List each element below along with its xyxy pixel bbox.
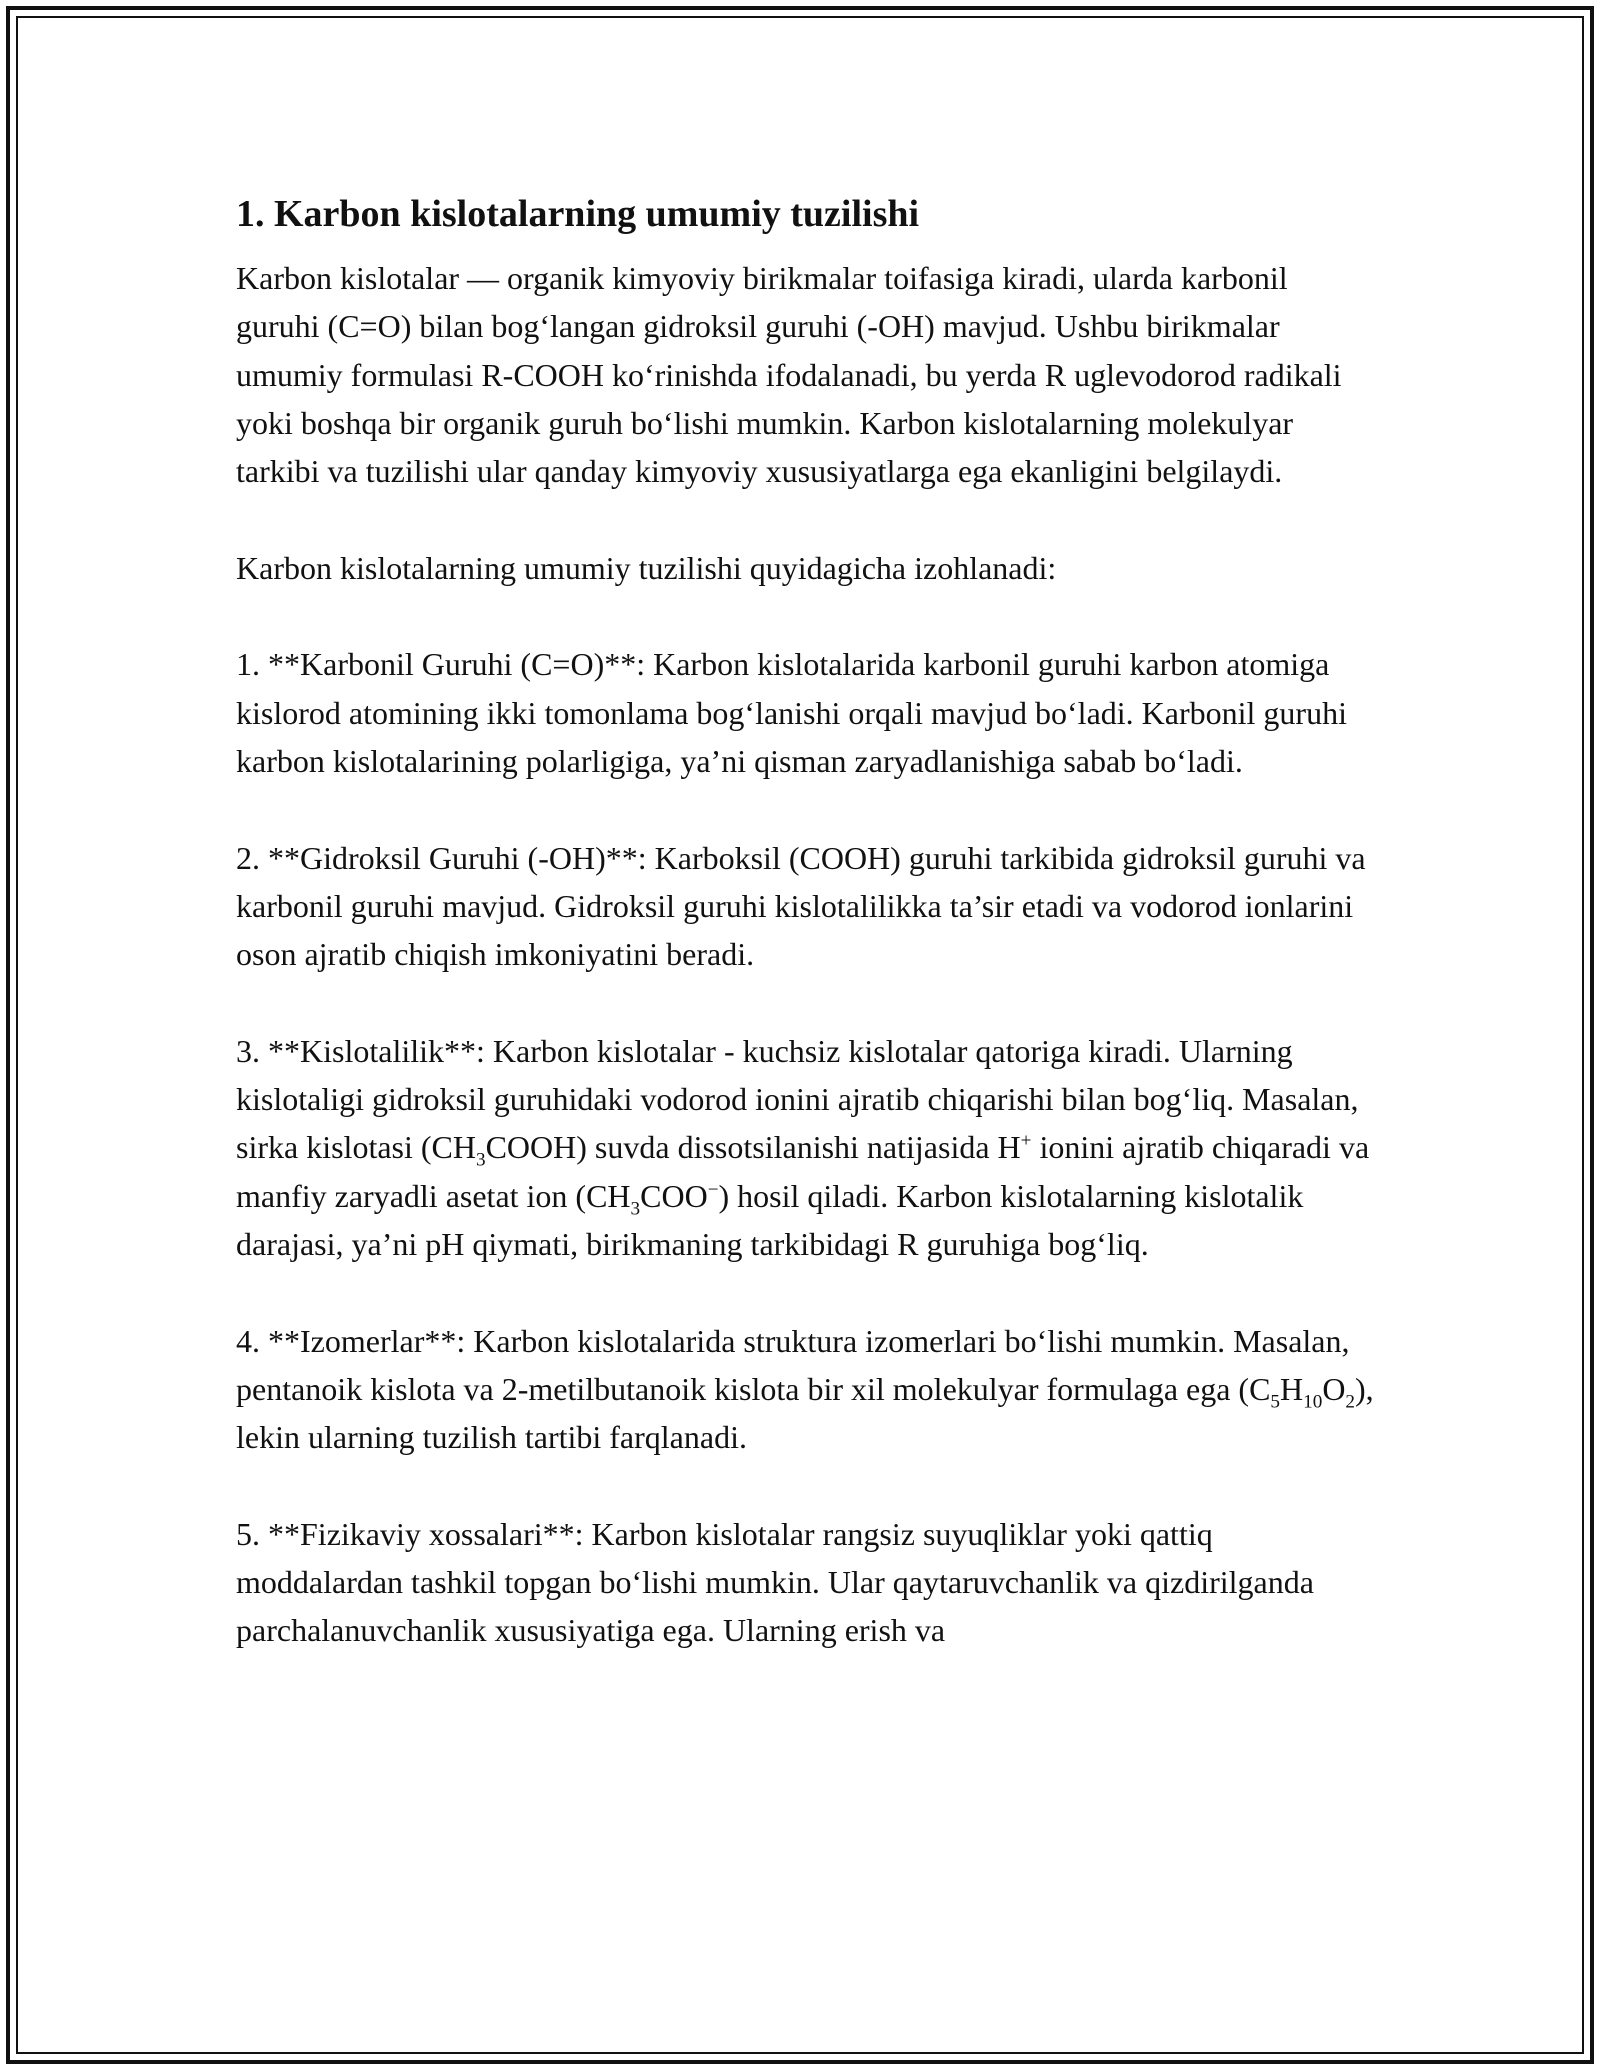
text-run: ), lekin ularning tuzilish tartibi farqlanadi. [236, 1370, 1374, 1456]
section-heading: 1. Karbon kislotalarning umumiy tuzilishi [236, 193, 920, 235]
text-run: 3. **Kislotalilik**: Karbon kislotalar - kuchsiz kislotalar qatoriga kiradi. Ularning kislotaligi gidroksil guruhidaki vodorod ionini ajratib chiqarishi bilan bog‘liq. Masalan, sirka kislotasi (CH [236, 1032, 1359, 1166]
list-item-carbonyl: 1. **Karbonil Guruhi (C=O)**: Karbon kislotalarida karbonil guruhi karbon atomiga kislorod atomining ikki tomonlama bog‘lanishi orqali mavjud bo‘ladi. Karbonil guruhi karbon kislotalarining polarligiga, ya’ni qisman zaryadlanishiga sabab bo‘ladi. [236, 646, 1347, 779]
text-run: COOH) suvda dissotsilanishi natijasida H [485, 1129, 1021, 1166]
text-run: ionini ajratib chiqaradi va manfiy zaryadli asetat ion (CH [236, 1129, 1370, 1214]
list-item-acidity [236, 1027, 1376, 1268]
text-run: COO [640, 1177, 708, 1214]
subscript: 10 [1303, 1391, 1323, 1413]
list-item-hydroxyl: 2. **Gidroksil Guruhi (-OH)**: Karboksil (COOH) guruhi tarkibida gidroksil guruhi va karbonil guruhi mavjud. Gidroksil guruhi kislotalilikka ta’sir etadi va vodorod ionlarini oson ajratib chiqish imkoniyatini beradi. [236, 839, 1366, 973]
subscript: 2 [1345, 1391, 1356, 1413]
list-item-physical-properties: 5. **Fizikaviy xossalari**: Karbon kislotalar rangsiz suyuqliklar yoki qattiq moddalardan tashkil topgan bo‘lishi mumkin. Ular qaytaruvchanlik va qizdirilganda parchalanuvchanlik xususiyatiga ega. Ularning erish va [236, 1515, 1314, 1649]
text-run: ) hosil qiladi. Karbon kislotalarning kislotalik darajasi, ya’ni pH qiymati, birikmaning tarkibidagi R guruhiga bog‘liq. [236, 1177, 1304, 1262]
subscript: 5 [1270, 1391, 1281, 1413]
text-run: 4. **Izomerlar**: Karbon kislotalarida struktura izomerlari bo‘lishi mumkin. Masalan, pentanoik kislota va 2-metilbutanoik kislota bir xil molekulyar formulaga ega (C [236, 1322, 1350, 1407]
intro-paragraph: Karbon kislotalar — organik kimyoviy birikmalar toifasiga kiradi, ularda karbonil guruhi (C=O) bilan bog‘langan gidroksil guruhi (-OH) mavjud. Ushbu birikmalar umumiy formulasi R-COOH ko‘rinishda ifodalanadi, bu yerda R uglevodorod radikali yoki boshqa bir organik guruh bo‘lishi mumkin. Karbon kislotalarning molekulyar tarkibi va tuzilishi ular qanday kimyoviy xususiyatlarga ega ekanligini belgilaydi. [236, 260, 1342, 490]
lead-paragraph: Karbon kislotalarning umumiy tuzilishi quyidagicha izohlanadi: [236, 549, 1057, 586]
list-item-isomers [236, 1317, 1376, 1462]
superscript: − [707, 1178, 719, 1200]
superscript: + [1020, 1130, 1032, 1152]
subscript: 3 [475, 1149, 486, 1171]
document-body [236, 186, 1376, 1655]
subscript: 3 [630, 1198, 641, 1220]
text-run: O [1322, 1370, 1346, 1407]
text-run: H [1280, 1370, 1304, 1407]
